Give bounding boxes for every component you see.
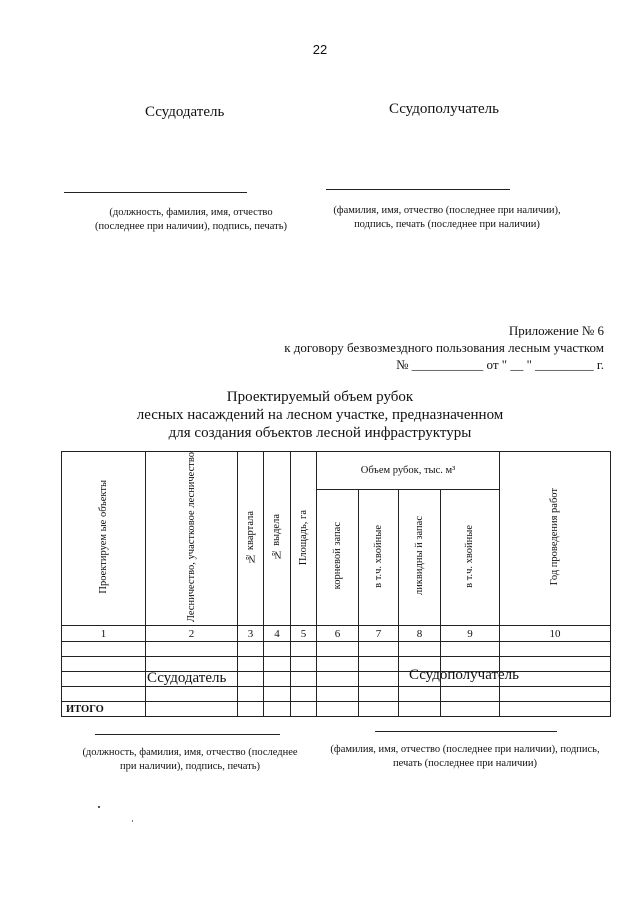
column-number: 5 bbox=[291, 626, 317, 642]
title-line-1: Проектируемый объем рубок bbox=[226, 389, 414, 405]
lender-caption-line-1: (должность, фамилия, имя, отчество bbox=[109, 207, 273, 218]
lender-caption-bottom-line-2: при наличии), подпись, печать) bbox=[119, 761, 261, 772]
title-line-3: для создания объектов лесной инфраструктуры bbox=[168, 425, 472, 441]
document-title bbox=[0, 388, 640, 442]
column-number: 10 bbox=[500, 626, 611, 642]
scan-speck bbox=[98, 806, 100, 808]
header-plot: № выдела bbox=[264, 452, 291, 626]
table-row bbox=[62, 657, 611, 672]
lender-signature-line bbox=[64, 192, 247, 193]
borrower-heading: Ссудополучатель bbox=[389, 101, 500, 117]
header-quarter: № квартала bbox=[238, 452, 264, 626]
borrower-caption-line-1: (фамилия, имя, отчество (последнее при наличии), bbox=[333, 205, 561, 216]
column-number: 2 bbox=[146, 626, 238, 642]
lender-caption bbox=[66, 206, 316, 234]
header-root-coniferous: в т.ч. хвойные bbox=[359, 489, 399, 625]
lender-caption-bottom bbox=[60, 746, 320, 774]
lender-heading-bottom: Ссудодатель bbox=[147, 670, 227, 686]
total-row bbox=[62, 702, 611, 717]
header-area: Площадь, га bbox=[291, 452, 317, 626]
column-numbers-row bbox=[62, 626, 611, 642]
lender-heading: Ссудодатель bbox=[145, 104, 225, 120]
borrower-caption-bottom bbox=[320, 743, 610, 771]
column-number: 7 bbox=[359, 626, 399, 642]
appendix-note bbox=[284, 322, 604, 373]
header-year: Год проведения работ bbox=[500, 452, 611, 626]
header-liquid-stock: ликвидны й запас bbox=[399, 489, 441, 625]
table-row bbox=[62, 642, 611, 657]
borrower-caption-bottom-line-2: печать (последнее при наличии) bbox=[392, 758, 537, 769]
logging-volume-table bbox=[61, 451, 611, 717]
appendix-number: Приложение № 6 bbox=[508, 323, 604, 338]
appendix-number-date: № ___________ от " __ " _________ г. bbox=[396, 357, 604, 372]
column-number: 4 bbox=[264, 626, 291, 642]
header-root-stock: корневой запас bbox=[317, 489, 359, 625]
lender-signature-line-bottom bbox=[95, 734, 280, 735]
header-liquid-coniferous: в т.ч. хвойные bbox=[441, 489, 500, 625]
borrower-caption-bottom-line-1: (фамилия, имя, отчество (последнее при наличии), подпись, bbox=[330, 744, 600, 755]
title-line-2: лесных насаждений на лесном участке, предназначенном bbox=[136, 407, 504, 423]
table-row bbox=[62, 687, 611, 702]
lender-caption-bottom-line-1: (должность, фамилия, имя, отчество (последнее bbox=[82, 747, 298, 758]
table-row bbox=[62, 672, 611, 687]
header-objects: Проектируем ые объекты bbox=[62, 452, 146, 626]
total-label: ИТОГО bbox=[62, 702, 146, 717]
scan-speck bbox=[132, 820, 133, 822]
borrower-heading-bottom: Ссудополучатель bbox=[409, 667, 520, 683]
borrower-signature-line-bottom bbox=[375, 731, 557, 732]
header-forestry: Лесничество, участковое лесничество bbox=[146, 452, 238, 626]
column-number: 1 bbox=[62, 626, 146, 642]
borrower-caption-line-2: подпись, печать (последнее при наличии) bbox=[354, 219, 540, 230]
lender-caption-line-2: (последнее при наличии), подпись, печать) bbox=[95, 221, 287, 232]
appendix-contract: к договору безвозмездного пользования лесным участком bbox=[284, 340, 604, 355]
column-number: 6 bbox=[317, 626, 359, 642]
page-number: 22 bbox=[312, 42, 328, 57]
column-number: 3 bbox=[238, 626, 264, 642]
column-number: 9 bbox=[441, 626, 500, 642]
borrower-signature-line bbox=[326, 189, 510, 190]
borrower-caption bbox=[322, 204, 572, 232]
column-number: 8 bbox=[399, 626, 441, 642]
header-volume-group: Объем рубок, тыс. м³ bbox=[317, 452, 500, 490]
